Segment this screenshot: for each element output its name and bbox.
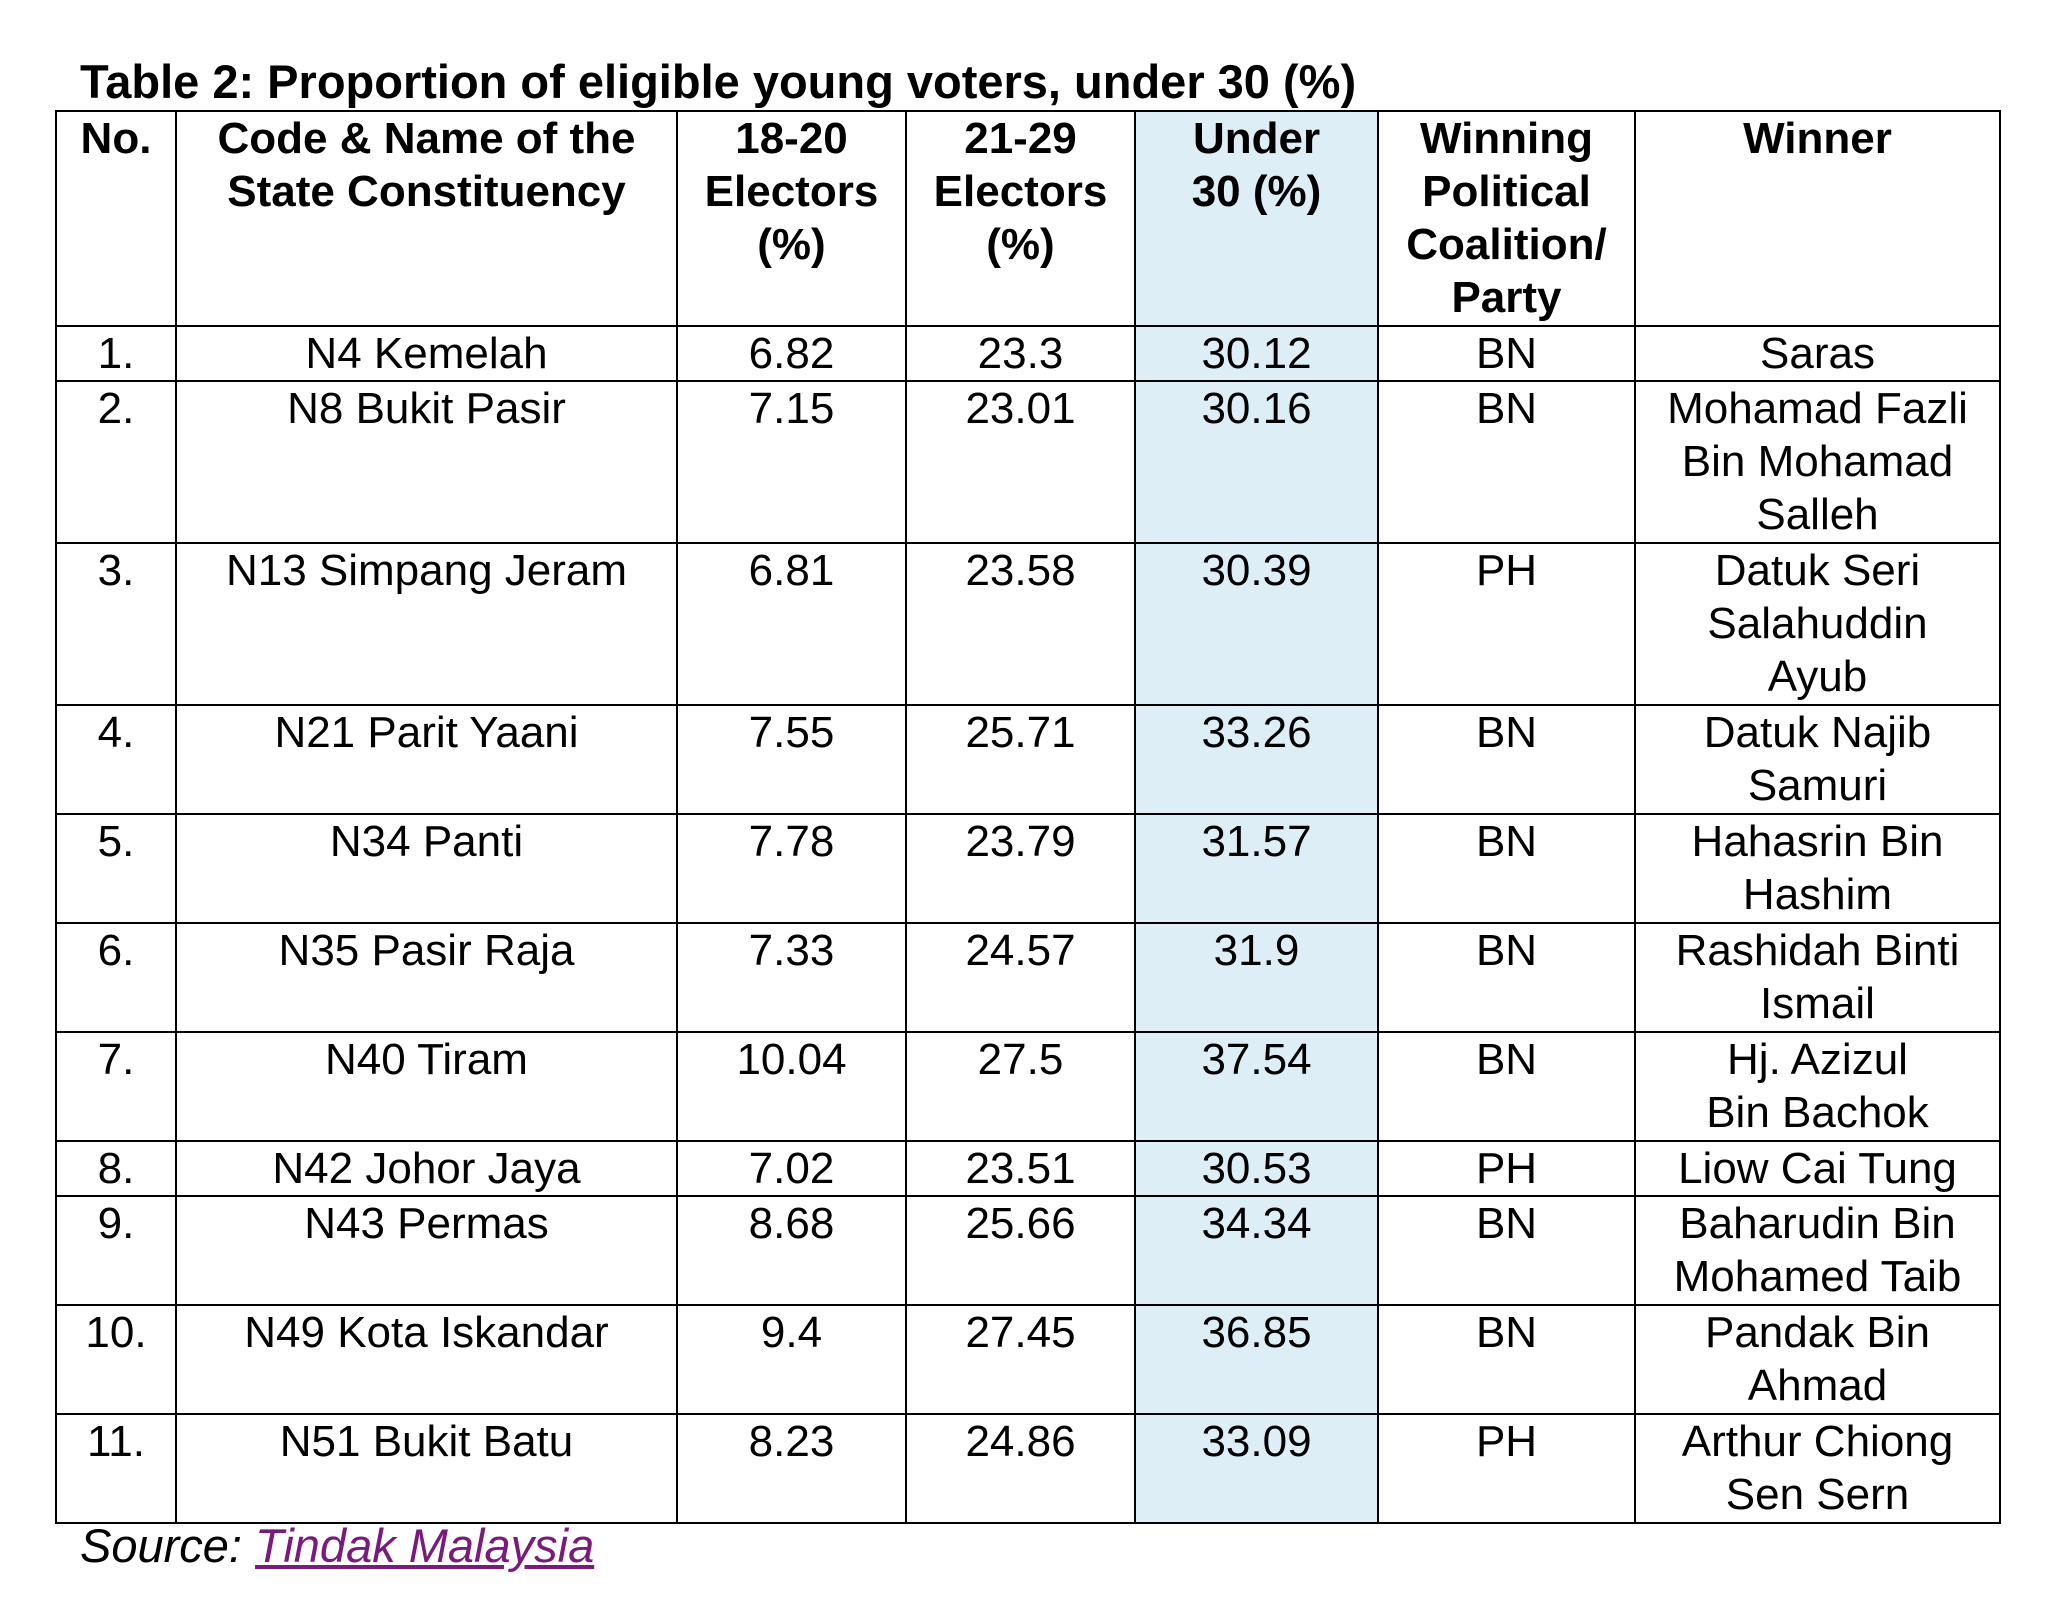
cell-no: 2. xyxy=(56,381,176,543)
cell-18-20: 7.78 xyxy=(677,814,906,923)
cell-constituency: N49 Kota Iskandar xyxy=(176,1305,677,1414)
cell-winner xyxy=(1635,1414,2000,1523)
cell-winner xyxy=(1635,705,2000,814)
table-row xyxy=(56,923,2000,1032)
cell-winner xyxy=(1635,1141,2000,1196)
source-link[interactable]: Tindak Malaysia xyxy=(255,1519,595,1572)
header-under-30 xyxy=(1135,111,1378,326)
header-party xyxy=(1378,111,1635,326)
header-18-20-line: 18-20 xyxy=(735,114,848,163)
cell-winner xyxy=(1635,1196,2000,1305)
cell-constituency: N21 Parit Yaani xyxy=(176,705,677,814)
cell-no: 4. xyxy=(56,705,176,814)
cell-winner-line: Bin Bachok xyxy=(1706,1088,1929,1137)
cell-18-20: 9.4 xyxy=(677,1305,906,1414)
cell-party: PH xyxy=(1378,1141,1635,1196)
cell-21-29: 27.5 xyxy=(906,1032,1135,1141)
cell-no: 7. xyxy=(56,1032,176,1141)
cell-winner xyxy=(1635,543,2000,705)
cell-party: BN xyxy=(1378,1305,1635,1414)
cell-21-29: 25.71 xyxy=(906,705,1135,814)
cell-winner-line: Sen Sern xyxy=(1725,1470,1910,1519)
header-21-29-line: 21-29 xyxy=(964,114,1077,163)
cell-party: BN xyxy=(1378,705,1635,814)
cell-21-29: 23.58 xyxy=(906,543,1135,705)
cell-21-29: 24.86 xyxy=(906,1414,1135,1523)
header-row xyxy=(56,111,2000,326)
cell-winner-line: Salahuddin xyxy=(1707,599,1928,648)
cell-winner-line: Bin Mohamad xyxy=(1681,437,1954,486)
cell-constituency: N40 Tiram xyxy=(176,1032,677,1141)
cell-winner-line: Pandak Bin xyxy=(1704,1308,1931,1357)
table-row xyxy=(56,1305,2000,1414)
cell-constituency: N8 Bukit Pasir xyxy=(176,381,677,543)
cell-18-20: 6.81 xyxy=(677,543,906,705)
cell-constituency: N42 Johor Jaya xyxy=(176,1141,677,1196)
source-label: Source: xyxy=(80,1519,242,1572)
cell-under-30: 30.39 xyxy=(1135,543,1378,705)
cell-party: BN xyxy=(1378,1196,1635,1305)
cell-no: 11. xyxy=(56,1414,176,1523)
cell-18-20: 7.15 xyxy=(677,381,906,543)
table-row xyxy=(56,1141,2000,1196)
cell-21-29: 24.57 xyxy=(906,923,1135,1032)
header-constituency xyxy=(176,111,677,326)
header-party-line: Winning xyxy=(1419,114,1594,163)
cell-winner-line: Hj. Azizul xyxy=(1727,1035,1908,1084)
cell-21-29: 27.45 xyxy=(906,1305,1135,1414)
cell-constituency: N34 Panti xyxy=(176,814,677,923)
header-party-line: Party xyxy=(1451,273,1562,322)
cell-no: 10. xyxy=(56,1305,176,1414)
cell-winner-line: Baharudin Bin xyxy=(1679,1199,1956,1248)
cell-party: BN xyxy=(1378,814,1635,923)
cell-under-30: 30.16 xyxy=(1135,381,1378,543)
header-21-29-line: Electors xyxy=(933,167,1108,216)
cell-winner xyxy=(1635,814,2000,923)
table-title: Table 2: Proportion of eligible young voters, under 30 (%) xyxy=(80,55,1357,108)
table-row xyxy=(56,814,2000,923)
cell-under-30: 33.26 xyxy=(1135,705,1378,814)
cell-winner-line: Hahasrin Bin xyxy=(1691,817,1944,866)
cell-under-30: 33.09 xyxy=(1135,1414,1378,1523)
cell-winner xyxy=(1635,923,2000,1032)
cell-party: PH xyxy=(1378,1414,1635,1523)
header-winner-line: Winner xyxy=(1743,114,1892,163)
cell-no: 9. xyxy=(56,1196,176,1305)
cell-winner xyxy=(1635,1305,2000,1414)
table-row xyxy=(56,381,2000,543)
cell-winner xyxy=(1635,326,2000,381)
cell-under-30: 31.9 xyxy=(1135,923,1378,1032)
header-18-20-line: (%) xyxy=(757,220,826,269)
header-party-line: Political xyxy=(1422,167,1591,216)
cell-under-30: 30.12 xyxy=(1135,326,1378,381)
cell-party: PH xyxy=(1378,543,1635,705)
cell-under-30: 34.34 xyxy=(1135,1196,1378,1305)
cell-winner-line: Saras xyxy=(1760,329,1875,378)
cell-18-20: 8.68 xyxy=(677,1196,906,1305)
cell-constituency: N13 Simpang Jeram xyxy=(176,543,677,705)
cell-winner-line: Ahmad xyxy=(1747,1361,1888,1410)
cell-18-20: 8.23 xyxy=(677,1414,906,1523)
cell-winner-line: Rashidah Binti xyxy=(1675,926,1960,975)
cell-18-20: 7.33 xyxy=(677,923,906,1032)
cell-constituency: N35 Pasir Raja xyxy=(176,923,677,1032)
cell-under-30: 37.54 xyxy=(1135,1032,1378,1141)
cell-21-29: 23.51 xyxy=(906,1141,1135,1196)
table-row xyxy=(56,1196,2000,1305)
cell-no: 8. xyxy=(56,1141,176,1196)
table-body xyxy=(56,326,2000,1523)
cell-winner-line: Mohamed Taib xyxy=(1673,1252,1962,1301)
header-18-20-line: Electors xyxy=(704,167,879,216)
cell-18-20: 7.02 xyxy=(677,1141,906,1196)
cell-under-30: 31.57 xyxy=(1135,814,1378,923)
cell-no: 5. xyxy=(56,814,176,923)
cell-under-30: 30.53 xyxy=(1135,1141,1378,1196)
cell-winner-line: Salleh xyxy=(1756,490,1879,539)
cell-constituency: N43 Permas xyxy=(176,1196,677,1305)
cell-18-20: 7.55 xyxy=(677,705,906,814)
table-row xyxy=(56,1414,2000,1523)
cell-under-30: 36.85 xyxy=(1135,1305,1378,1414)
cell-winner-line: Arthur Chiong xyxy=(1681,1417,1954,1466)
cell-winner-line: Mohamad Fazli xyxy=(1667,384,1968,433)
cell-party: BN xyxy=(1378,923,1635,1032)
cell-21-29: 23.79 xyxy=(906,814,1135,923)
cell-constituency: N51 Bukit Batu xyxy=(176,1414,677,1523)
cell-21-29: 25.66 xyxy=(906,1196,1135,1305)
cell-winner xyxy=(1635,1032,2000,1141)
cell-18-20: 10.04 xyxy=(677,1032,906,1141)
header-winner xyxy=(1635,111,2000,326)
cell-winner-line: Datuk Seri xyxy=(1714,546,1921,595)
cell-winner-line: Hashim xyxy=(1742,870,1893,919)
cell-21-29: 23.01 xyxy=(906,381,1135,543)
cell-no: 1. xyxy=(56,326,176,381)
header-under-30-line: 30 (%) xyxy=(1191,167,1322,216)
cell-winner xyxy=(1635,381,2000,543)
header-constituency-line: State Constituency xyxy=(227,167,626,216)
cell-no: 3. xyxy=(56,543,176,705)
cell-winner-line: Ayub xyxy=(1767,652,1868,701)
cell-no: 6. xyxy=(56,923,176,1032)
header-21-29-line: (%) xyxy=(986,220,1055,269)
table-row xyxy=(56,705,2000,814)
cell-winner-line: Liow Cai Tung xyxy=(1678,1144,1957,1193)
cell-winner-line: Datuk Najib xyxy=(1703,708,1932,757)
cell-party: BN xyxy=(1378,381,1635,543)
cell-winner-line: Ismail xyxy=(1760,979,1875,1028)
table-row xyxy=(56,543,2000,705)
cell-constituency: N4 Kemelah xyxy=(176,326,677,381)
source-line xyxy=(80,1518,594,1573)
cell-winner-line: Samuri xyxy=(1747,761,1888,810)
header-21-29 xyxy=(906,111,1135,326)
table-row xyxy=(56,1032,2000,1141)
cell-party: BN xyxy=(1378,1032,1635,1141)
table-row xyxy=(56,326,2000,381)
header-party-line: Coalition/ xyxy=(1406,220,1607,269)
voters-table xyxy=(55,110,2001,1524)
header-under-30-line: Under xyxy=(1192,114,1321,163)
cell-party: BN xyxy=(1378,326,1635,381)
header-18-20 xyxy=(677,111,906,326)
header-constituency-line: Code & Name of the xyxy=(217,114,636,163)
cell-21-29: 23.3 xyxy=(906,326,1135,381)
header-no: No. xyxy=(56,111,176,326)
cell-18-20: 6.82 xyxy=(677,326,906,381)
